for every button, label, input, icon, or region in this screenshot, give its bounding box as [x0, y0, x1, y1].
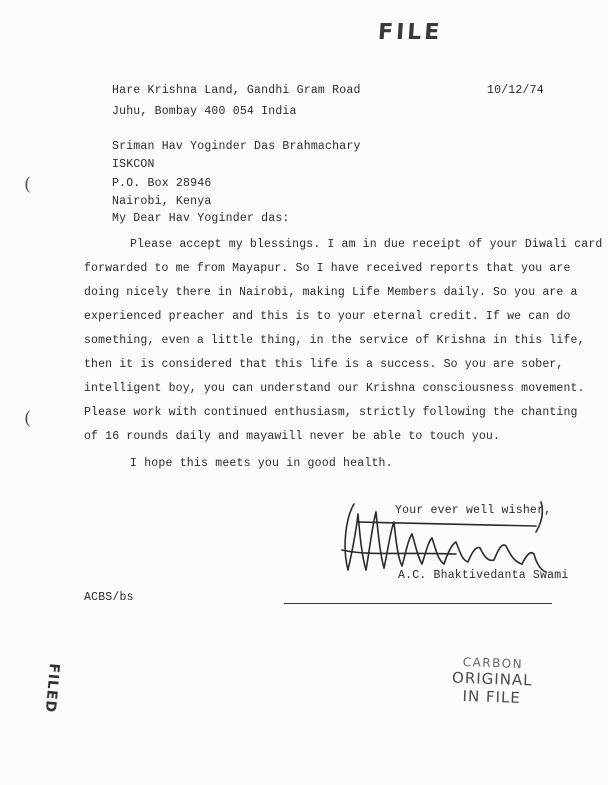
- sender-address-line1: Hare Krishna Land, Gandhi Gram Road: [112, 84, 361, 97]
- carbon-stamp-line2: ORIGINAL: [451, 668, 533, 690]
- carbon-stamp-line1: CARBON: [462, 654, 524, 672]
- recipient-city: Nairobi, Kenya: [112, 195, 212, 208]
- carbon-original-stamp: [451, 655, 533, 708]
- letter-date: 10/12/74: [487, 84, 544, 97]
- body-line: of 16 rounds daily and mayawill never be able to touch you.: [84, 430, 501, 443]
- margin-mark-upper: (: [24, 174, 32, 195]
- body-line: forwarded to me from Mayapur. So I have received reports that you are: [84, 262, 571, 275]
- recipient-org: ISKCON: [112, 158, 155, 171]
- body-line: then it is considered that this life is a success. So you are sober,: [84, 358, 564, 371]
- body-line: Please accept my blessings. I am in due receipt of your Diwali card: [130, 238, 603, 251]
- reference-initials: ACBS/bs: [84, 591, 134, 604]
- recipient-po-box: P.O. Box 28946: [112, 177, 212, 190]
- margin-mark-lower: (: [24, 408, 32, 429]
- filed-side-stamp: FILED: [41, 662, 62, 714]
- salutation: My Dear Hav Yoginder das:: [112, 212, 290, 225]
- signature-rule: [284, 603, 552, 604]
- sender-address-line2: Juhu, Bombay 400 054 India: [112, 105, 297, 118]
- body-line: doing nicely there in Nairobi, making Life Members daily. So you are a: [84, 286, 578, 299]
- valediction: Your ever well wisher,: [395, 504, 552, 517]
- body-line: experienced preacher and this is to your eternal credit. If we can do: [84, 310, 571, 323]
- recipient-name: Sriman Hav Yoginder Das Brahmachary: [112, 140, 361, 153]
- closing-line: I hope this meets you in good health.: [130, 457, 393, 470]
- body-line: Please work with continued enthusiasm, strictly following the chanting: [84, 406, 578, 419]
- signatory-name: A.C. Bhaktivedanta Swami: [398, 569, 569, 582]
- body-line: intelligent boy, you can understand our Krishna consciousness movement.: [84, 382, 585, 395]
- carbon-stamp-line3: IN FILE: [462, 686, 522, 708]
- file-stamp: FILE: [377, 20, 444, 45]
- body-line: something, even a little thing, in the service of Krishna in this life,: [84, 334, 585, 347]
